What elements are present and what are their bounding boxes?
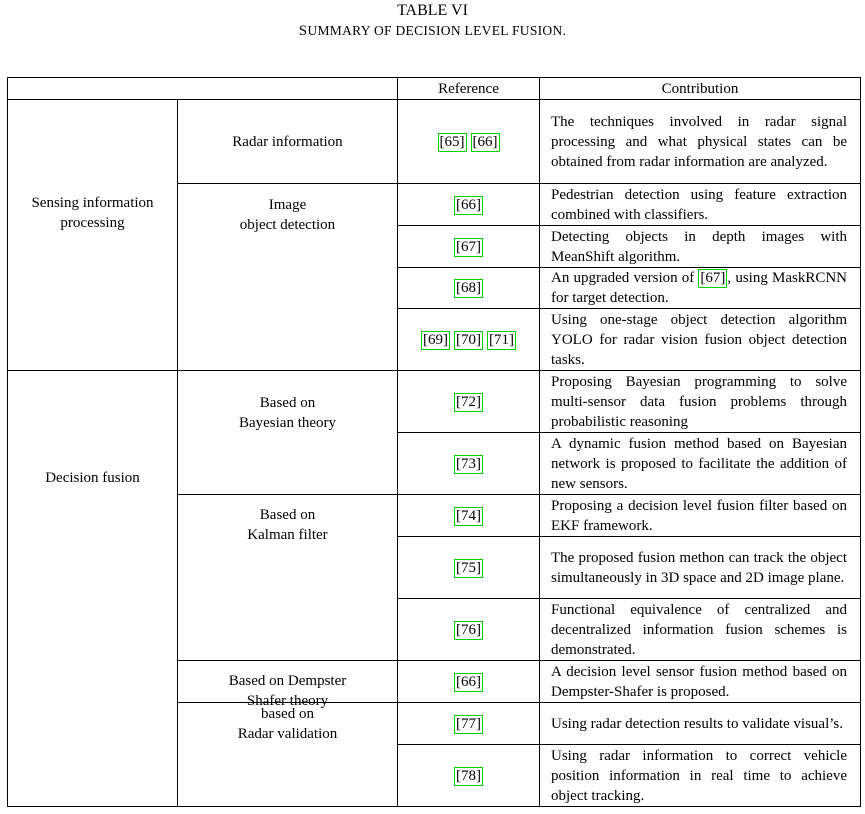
contribution-text-part: , using MaskRCNN for target detection. <box>551 270 847 306</box>
subcategory-bayesian-line2: Bayesian theory <box>238 414 337 431</box>
reference-cell <box>398 371 540 433</box>
contribution-cell: Using radar detection results to validate visual’s. <box>540 703 861 745</box>
subcategory-kalman-line2: Kalman filter <box>247 526 328 543</box>
contribution-cell: The techniques involved in radar signal processing and what physical states can be obtained from radar information are analyzed. <box>540 100 861 184</box>
category-decision-fusion: Decision fusion <box>8 371 178 807</box>
citation-link[interactable]: [76] <box>456 621 481 638</box>
reference-cell <box>398 599 540 661</box>
reference-cell <box>398 309 540 371</box>
subcategory-bayesian <box>178 371 398 495</box>
contribution-cell: Detecting objects in depth images with MeanShift algorithm. <box>540 226 861 268</box>
category-sensing-line2: processing <box>60 215 125 231</box>
header-contribution: Contribution <box>540 78 861 100</box>
header-reference: Reference <box>398 78 540 100</box>
subcategory-radarval-line2: Radar validation <box>237 725 338 742</box>
subcategory-radar-information: Radar information <box>178 100 398 184</box>
reference-cell <box>398 745 540 807</box>
contribution-cell: Proposing a decision level fusion filter based on EKF framework. <box>540 495 861 537</box>
citation-link[interactable]: [73] <box>456 455 481 472</box>
subcategory-bayesian-line1: Based on <box>259 394 316 411</box>
citation-link[interactable]: [69] <box>423 331 448 348</box>
category-sensing-line1: Sensing information <box>31 195 154 211</box>
subcategory-kalman-line1: Based on <box>259 506 316 523</box>
citation-link[interactable]: [77] <box>456 715 481 732</box>
citation-link[interactable]: [66] <box>472 133 498 150</box>
contribution-cell: Functional equivalence of centralized and decentralized information fusion schemes is demonstrated. <box>540 599 861 661</box>
citation-link[interactable]: [65] <box>439 133 465 150</box>
subcategory-dempster-line2: Shafer theory <box>246 692 329 709</box>
citation-link[interactable]: [67] <box>700 270 726 286</box>
reference-cell <box>398 537 540 599</box>
contribution-text-part: An upgraded version of <box>551 270 699 286</box>
contribution-cell: Pedestrian detection using feature extraction combined with classifiers. <box>540 184 861 226</box>
citation-link[interactable]: [67] <box>456 238 481 255</box>
citation-link[interactable]: [75] <box>456 559 481 576</box>
contribution-cell: A decision level sensor fusion method based on Dempster-Shafer is proposed. <box>540 661 861 703</box>
citation-link[interactable]: [66] <box>456 196 481 213</box>
reference-cell <box>398 226 540 268</box>
citation-link[interactable]: [66] <box>456 673 481 690</box>
contribution-cell: A dynamic fusion method based on Bayesian network is proposed to facilitate the addition of new sensors. <box>540 433 861 495</box>
reference-cell <box>398 184 540 226</box>
contribution-cell: The proposed fusion methon can track the object simultaneously in 3D space and 2D image plane. <box>540 537 861 599</box>
citation-link[interactable]: [72] <box>456 393 481 410</box>
reference-cell <box>398 495 540 537</box>
contribution-cell: Proposing Bayesian programming to solve multi-sensor data fusion problems through probabilistic reasoning <box>540 371 861 433</box>
citation-link[interactable]: [74] <box>456 507 481 524</box>
header-empty-cell <box>8 78 398 100</box>
subcategory-dempster-line1: Based on Dempster <box>228 672 347 689</box>
subcategory-image-line2: object detection <box>239 217 336 233</box>
reference-cell <box>398 433 540 495</box>
citation-link[interactable]: [78] <box>456 767 481 784</box>
citation-link[interactable]: [70] <box>456 331 481 348</box>
table-row <box>8 371 861 433</box>
table-label: TABLE VI <box>397 2 468 19</box>
subcategory-radar-validation <box>178 703 398 807</box>
header-row <box>8 78 861 100</box>
subcategory-image-line1: Image <box>268 197 307 213</box>
table-row <box>8 100 861 184</box>
contribution-cell: Using radar information to correct vehicle position information in real time to achieve object tracking. <box>540 745 861 807</box>
table-title-rest: UMMARY OF DECISION LEVEL FUSION. <box>307 23 567 38</box>
citation-link[interactable]: [71] <box>489 331 514 348</box>
table-title <box>0 23 865 40</box>
contribution-cell: Using one-stage object detection algorithm YOLO for radar vision fusion object detection tasks. <box>540 309 861 371</box>
citation-link[interactable]: [68] <box>456 280 481 296</box>
contribution-cell <box>540 268 861 309</box>
table-title-initial: S <box>298 23 308 39</box>
category-sensing <box>8 100 178 371</box>
subcategory-radarval-line1: based on <box>261 705 314 722</box>
subcategory-image-object-detection <box>178 184 398 371</box>
reference-cell <box>398 268 540 309</box>
reference-cell <box>398 100 540 184</box>
subcategory-kalman <box>178 495 398 661</box>
reference-cell <box>398 703 540 745</box>
reference-cell <box>398 661 540 703</box>
fusion-summary-table <box>7 77 861 807</box>
subcategory-dempster-shafer <box>178 661 398 709</box>
